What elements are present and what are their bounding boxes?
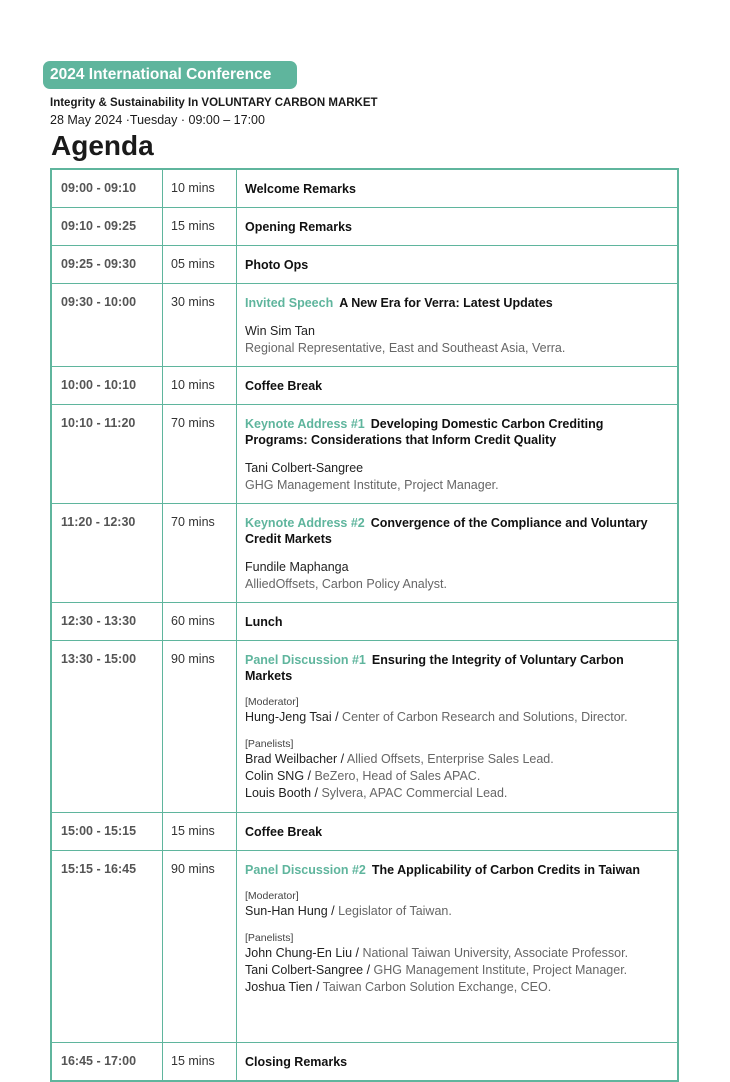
conference-dateline: 28 May 2024 ·Tuesday · 09:00 – 17:00 — [50, 113, 265, 127]
panelist-affiliation: Allied Offsets, Enterprise Sales Lead. — [346, 752, 554, 766]
row-time: 10:00 - 10:10 — [51, 367, 163, 405]
panelist-affiliation: BeZero, Head of Sales APAC. — [314, 769, 481, 783]
session-title-line — [245, 295, 665, 311]
session-tag: Panel Discussion #1 — [245, 653, 366, 667]
row-duration: 15 mins — [163, 1043, 237, 1082]
session-title-line — [245, 614, 665, 630]
row-duration: 15 mins — [163, 813, 237, 851]
session-title: Convergence of the Compliance and Voluntary Credit Markets — [245, 516, 648, 546]
row-details — [237, 246, 679, 284]
moderator-line — [245, 709, 665, 726]
panelist-affiliation: GHG Management Institute, Project Manager. — [373, 963, 628, 977]
session-title: Welcome Remarks — [245, 182, 356, 196]
conference-badge: 2024 International Conference — [43, 61, 297, 89]
agenda-row — [51, 405, 678, 504]
session-title: Ensuring the Integrity of Voluntary Carbon Markets — [245, 653, 624, 683]
row-details — [237, 504, 679, 603]
row-time: 11:20 - 12:30 — [51, 504, 163, 603]
session-tag: Keynote Address #1 — [245, 417, 365, 431]
agenda-table — [50, 168, 679, 1082]
agenda-row — [51, 208, 678, 246]
speaker-name: Win Sim Tan — [245, 324, 315, 338]
session-title-line — [245, 416, 665, 448]
session-title: Coffee Break — [245, 379, 323, 393]
panelist-affiliation: Sylvera, APAC Commercial Lead. — [321, 786, 508, 800]
row-time: 09:25 - 09:30 — [51, 246, 163, 284]
panelists-label: [Panelists] — [245, 932, 294, 944]
panelists-label: [Panelists] — [245, 738, 294, 750]
agenda-row — [51, 367, 678, 405]
session-title-line — [245, 257, 665, 273]
agenda-row — [51, 1043, 678, 1082]
session-title: A New Era for Verra: Latest Updates — [339, 296, 553, 310]
session-title: Closing Remarks — [245, 1055, 348, 1069]
speaker-affiliation: AlliedOffsets, Carbon Policy Analyst. — [245, 577, 447, 591]
row-time: 09:10 - 09:25 — [51, 208, 163, 246]
row-time: 16:45 - 17:00 — [51, 1043, 163, 1082]
row-details — [237, 813, 679, 851]
agenda-row — [51, 284, 678, 367]
row-duration: 60 mins — [163, 603, 237, 641]
row-duration: 10 mins — [163, 367, 237, 405]
agenda-row — [51, 603, 678, 641]
speaker-affiliation: Regional Representative, East and Southeast Asia, Verra. — [245, 341, 566, 355]
session-title-line — [245, 862, 665, 878]
session-title: Coffee Break — [245, 825, 323, 839]
moderator-label: [Moderator] — [245, 890, 299, 902]
session-tag: Invited Speech — [245, 296, 334, 310]
panelist-name: Joshua Tien / — [245, 980, 323, 994]
panelist-name: John Chung-En Liu / — [245, 946, 363, 960]
session-title: Developing Domestic Carbon Crediting Programs: Considerations that Inform Credit Quality — [245, 417, 604, 447]
session-title-line — [245, 181, 665, 197]
row-time: 12:30 - 13:30 — [51, 603, 163, 641]
row-duration: 05 mins — [163, 246, 237, 284]
agenda-row — [51, 169, 678, 208]
panelist-name: Brad Weilbacher / — [245, 752, 347, 766]
session-title: Photo Ops — [245, 258, 309, 272]
conference-subtitle: Integrity & Sustainability In VOLUNTARY CARBON MARKET — [50, 97, 378, 109]
panelist-line — [245, 979, 665, 996]
row-time: 15:15 - 16:45 — [51, 851, 163, 1043]
row-time: 10:10 - 11:20 — [51, 405, 163, 504]
row-duration: 90 mins — [163, 851, 237, 1043]
panelist-line — [245, 945, 665, 962]
moderator-name: Sun-Han Hung / — [245, 904, 339, 918]
session-tag: Keynote Address #2 — [245, 516, 365, 530]
row-time: 09:30 - 10:00 — [51, 284, 163, 367]
row-details — [237, 208, 679, 246]
row-details — [237, 405, 679, 504]
panelist-line — [245, 785, 665, 802]
moderator-line — [245, 903, 665, 920]
panelist-affiliation: National Taiwan University, Associate Professor. — [362, 946, 629, 960]
panelist-name: Louis Booth / — [245, 786, 322, 800]
session-title: Lunch — [245, 615, 283, 629]
agenda-row — [51, 641, 678, 813]
moderator-name: Hung-Jeng Tsai / — [245, 710, 343, 724]
panelist-line — [245, 751, 665, 768]
row-duration: 15 mins — [163, 208, 237, 246]
session-title-line — [245, 219, 665, 235]
row-duration: 70 mins — [163, 405, 237, 504]
agenda-row — [51, 851, 678, 1043]
panelist-name: Colin SNG / — [245, 769, 315, 783]
agenda-heading: Agenda — [51, 130, 154, 161]
row-details — [237, 641, 679, 813]
panelist-name: Tani Colbert-Sangree / — [245, 963, 374, 977]
session-title-line — [245, 1054, 665, 1070]
row-details — [237, 169, 679, 208]
row-duration: 10 mins — [163, 169, 237, 208]
row-details — [237, 851, 679, 1043]
agenda-row — [51, 246, 678, 284]
row-details — [237, 284, 679, 367]
row-duration: 90 mins — [163, 641, 237, 813]
speaker-affiliation: GHG Management Institute, Project Manager. — [245, 478, 499, 492]
panelist-line — [245, 962, 665, 979]
row-details — [237, 367, 679, 405]
row-details — [237, 1043, 679, 1082]
row-time: 13:30 - 15:00 — [51, 641, 163, 813]
agenda-row — [51, 504, 678, 603]
speaker-name: Tani Colbert-Sangree — [245, 461, 364, 475]
session-tag: Panel Discussion #2 — [245, 863, 366, 877]
moderator-affiliation: Legislator of Taiwan. — [338, 904, 452, 918]
speaker-name: Fundile Maphanga — [245, 560, 349, 574]
moderator-label: [Moderator] — [245, 696, 299, 708]
session-title: Opening Remarks — [245, 220, 352, 234]
agenda-row — [51, 813, 678, 851]
row-duration: 70 mins — [163, 504, 237, 603]
session-title-line — [245, 515, 665, 547]
row-details — [237, 603, 679, 641]
session-title-line — [245, 824, 665, 840]
session-title-line — [245, 378, 665, 394]
session-title-line — [245, 652, 665, 684]
row-duration: 30 mins — [163, 284, 237, 367]
panelist-affiliation: Taiwan Carbon Solution Exchange, CEO. — [322, 980, 552, 994]
panelist-line — [245, 768, 665, 785]
moderator-affiliation: Center of Carbon Research and Solutions, Director. — [342, 710, 628, 724]
session-title: The Applicability of Carbon Credits in Taiwan — [371, 863, 640, 877]
row-time: 09:00 - 09:10 — [51, 169, 163, 208]
row-time: 15:00 - 15:15 — [51, 813, 163, 851]
